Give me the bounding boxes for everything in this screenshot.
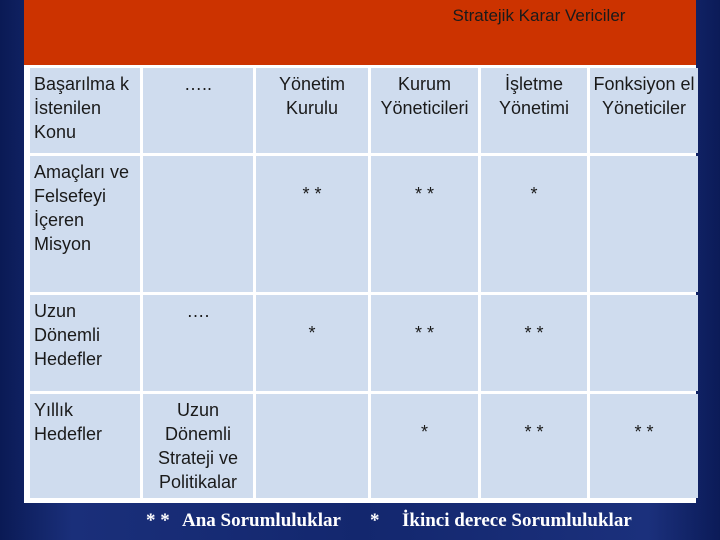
cell-business: * * [481,394,587,498]
table-row [30,156,698,292]
row-label-long-term: Uzun Dönemli Hedefler [30,295,140,391]
cell-functional [590,295,698,391]
cell-executives: * [371,394,478,498]
col-header-topic: Başarılma k İstenilen Konu [30,68,140,153]
table-header-row [30,68,698,153]
row-sub [143,156,253,292]
cell-business: * * [481,295,587,391]
header-bar [24,0,696,65]
table-row [30,394,698,498]
row-sub: Uzun Dönemli Strateji ve Politikalar [143,394,253,498]
row-label-mission: Amaçları ve Felsefeyi İçeren Misyon [30,156,140,292]
col-header-functional: Fonksiyon el Yöneticiler [590,68,698,153]
legend-secondary-symbol: * [370,510,380,531]
cell-executives: * * [371,156,478,292]
row-label-annual: Yıllık Hedefler [30,394,140,498]
cell-executives: * * [371,295,478,391]
cell-business: * [481,156,587,292]
table-row [30,295,698,391]
cell-board: * * [256,156,368,292]
legend [146,510,686,536]
row-sub: …. [143,295,253,391]
cell-board: * [256,295,368,391]
legend-secondary-label: İkinci derece Sorumluluklar [402,510,632,531]
legend-primary-symbol: * * [146,510,170,531]
col-header-dots: ….. [143,68,253,153]
legend-primary-label: Ana Sorumluluklar [182,510,341,531]
responsibility-table [27,65,701,501]
cell-functional: * * [590,394,698,498]
cell-functional [590,156,698,292]
cell-board [256,394,368,498]
col-header-executives: Kurum Yöneticileri [371,68,478,153]
col-header-business: İşletme Yönetimi [481,68,587,153]
col-header-board: Yönetim Kurulu [256,68,368,153]
header-title: Stratejik Karar Vericiler [452,6,626,25]
